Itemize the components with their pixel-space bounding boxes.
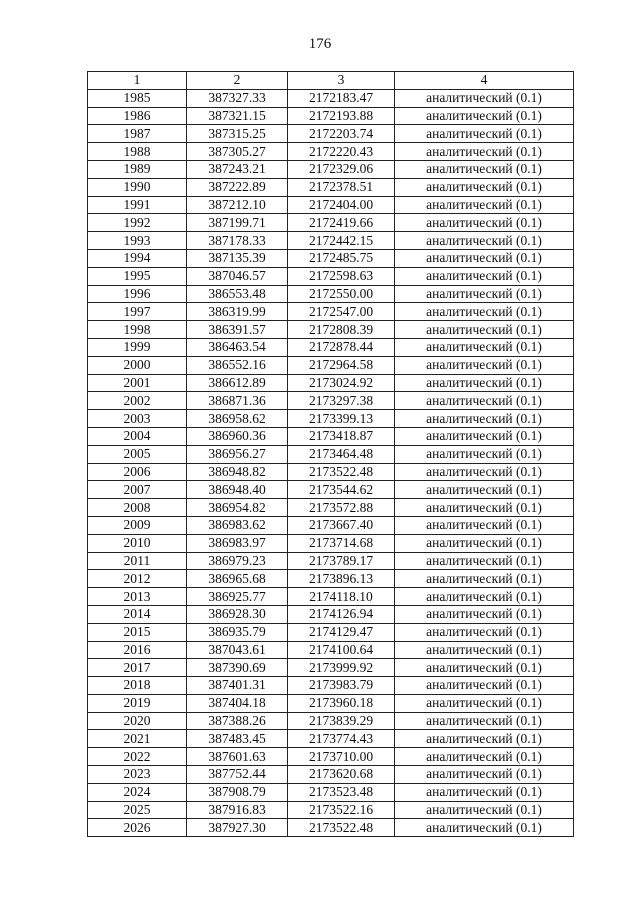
table-row — [88, 748, 574, 766]
table-row — [88, 321, 574, 339]
y-coordinate-cell: 2173297.38 — [288, 392, 395, 410]
y-coordinate-cell: 2173464.48 — [288, 445, 395, 463]
x-coordinate-cell: 387404.18 — [187, 694, 288, 712]
x-coordinate-cell: 387222.89 — [187, 178, 288, 196]
table-header — [88, 72, 574, 90]
point-number-cell: 2026 — [88, 819, 187, 837]
method-cell: аналитический (0.1) — [395, 321, 574, 339]
y-coordinate-cell: 2173544.62 — [288, 481, 395, 499]
header-cell-method: 4 — [395, 72, 574, 90]
method-cell: аналитический (0.1) — [395, 552, 574, 570]
method-cell: аналитический (0.1) — [395, 196, 574, 214]
point-number-cell: 2010 — [88, 534, 187, 552]
table-row — [88, 819, 574, 837]
table-row — [88, 641, 574, 659]
y-coordinate-cell: 2172808.39 — [288, 321, 395, 339]
x-coordinate-cell: 387916.83 — [187, 801, 288, 819]
point-number-cell: 2003 — [88, 410, 187, 428]
table-row — [88, 427, 574, 445]
x-coordinate-cell: 386928.30 — [187, 605, 288, 623]
method-cell: аналитический (0.1) — [395, 534, 574, 552]
y-coordinate-cell: 2173983.79 — [288, 677, 395, 695]
method-cell: аналитический (0.1) — [395, 303, 574, 321]
y-coordinate-cell: 2172442.15 — [288, 232, 395, 250]
point-number-cell: 1989 — [88, 160, 187, 178]
table-row — [88, 249, 574, 267]
method-cell: аналитический (0.1) — [395, 516, 574, 534]
table-row — [88, 552, 574, 570]
table-row — [88, 285, 574, 303]
table-row — [88, 392, 574, 410]
table-row — [88, 107, 574, 125]
method-cell: аналитический (0.1) — [395, 623, 574, 641]
table-row — [88, 214, 574, 232]
point-number-cell: 1996 — [88, 285, 187, 303]
y-coordinate-cell: 2172878.44 — [288, 338, 395, 356]
y-coordinate-cell: 2172378.51 — [288, 178, 395, 196]
x-coordinate-cell: 386935.79 — [187, 623, 288, 641]
header-cell-y: 3 — [288, 72, 395, 90]
x-coordinate-cell: 387752.44 — [187, 766, 288, 784]
x-coordinate-cell: 387043.61 — [187, 641, 288, 659]
y-coordinate-cell: 2173710.00 — [288, 748, 395, 766]
point-number-cell: 1990 — [88, 178, 187, 196]
method-cell: аналитический (0.1) — [395, 410, 574, 428]
x-coordinate-cell: 386391.57 — [187, 321, 288, 339]
y-coordinate-cell: 2172550.00 — [288, 285, 395, 303]
x-coordinate-cell: 386956.27 — [187, 445, 288, 463]
point-number-cell: 2008 — [88, 499, 187, 517]
x-coordinate-cell: 386948.40 — [187, 481, 288, 499]
header-cell-point-number: 1 — [88, 72, 187, 90]
method-cell: аналитический (0.1) — [395, 160, 574, 178]
table-row — [88, 783, 574, 801]
table-row — [88, 196, 574, 214]
point-number-cell: 2002 — [88, 392, 187, 410]
method-cell: аналитический (0.1) — [395, 374, 574, 392]
x-coordinate-cell: 387483.45 — [187, 730, 288, 748]
method-cell: аналитический (0.1) — [395, 214, 574, 232]
method-cell: аналитический (0.1) — [395, 232, 574, 250]
point-number-cell: 1991 — [88, 196, 187, 214]
point-number-cell: 2014 — [88, 605, 187, 623]
method-cell: аналитический (0.1) — [395, 285, 574, 303]
x-coordinate-cell: 386871.36 — [187, 392, 288, 410]
method-cell: аналитический (0.1) — [395, 605, 574, 623]
table-row — [88, 659, 574, 677]
table-row — [88, 267, 574, 285]
table-row — [88, 677, 574, 695]
x-coordinate-cell: 387927.30 — [187, 819, 288, 837]
point-number-cell: 2022 — [88, 748, 187, 766]
x-coordinate-cell: 386958.62 — [187, 410, 288, 428]
y-coordinate-cell: 2174118.10 — [288, 588, 395, 606]
point-number-cell: 1992 — [88, 214, 187, 232]
point-number-cell: 2007 — [88, 481, 187, 499]
method-cell: аналитический (0.1) — [395, 107, 574, 125]
x-coordinate-cell: 386948.82 — [187, 463, 288, 481]
point-number-cell: 2001 — [88, 374, 187, 392]
page-number: 176 — [308, 36, 332, 52]
method-cell: аналитический (0.1) — [395, 499, 574, 517]
y-coordinate-cell: 2173523.48 — [288, 783, 395, 801]
method-cell: аналитический (0.1) — [395, 125, 574, 143]
header-row — [88, 72, 574, 90]
x-coordinate-cell: 386965.68 — [187, 570, 288, 588]
y-coordinate-cell: 2172964.58 — [288, 356, 395, 374]
y-coordinate-cell: 2173839.29 — [288, 712, 395, 730]
point-number-cell: 2017 — [88, 659, 187, 677]
y-coordinate-cell: 2172404.00 — [288, 196, 395, 214]
method-cell: аналитический (0.1) — [395, 748, 574, 766]
y-coordinate-cell: 2173522.16 — [288, 801, 395, 819]
table-row — [88, 801, 574, 819]
table-row — [88, 570, 574, 588]
point-number-cell: 2012 — [88, 570, 187, 588]
method-cell: аналитический (0.1) — [395, 588, 574, 606]
x-coordinate-cell: 387135.39 — [187, 249, 288, 267]
y-coordinate-cell: 2172183.47 — [288, 89, 395, 107]
x-coordinate-cell: 386612.89 — [187, 374, 288, 392]
method-cell: аналитический (0.1) — [395, 143, 574, 161]
table-row — [88, 534, 574, 552]
point-number-cell: 2024 — [88, 783, 187, 801]
table-row — [88, 516, 574, 534]
table-row — [88, 143, 574, 161]
x-coordinate-cell: 386553.48 — [187, 285, 288, 303]
x-coordinate-cell: 387199.71 — [187, 214, 288, 232]
point-number-cell: 2011 — [88, 552, 187, 570]
y-coordinate-cell: 2173572.88 — [288, 499, 395, 517]
method-cell: аналитический (0.1) — [395, 783, 574, 801]
method-cell: аналитический (0.1) — [395, 819, 574, 837]
method-cell: аналитический (0.1) — [395, 730, 574, 748]
x-coordinate-cell: 387315.25 — [187, 125, 288, 143]
point-number-cell: 1999 — [88, 338, 187, 356]
method-cell: аналитический (0.1) — [395, 659, 574, 677]
y-coordinate-cell: 2173522.48 — [288, 463, 395, 481]
x-coordinate-cell: 387178.33 — [187, 232, 288, 250]
method-cell: аналитический (0.1) — [395, 481, 574, 499]
point-number-cell: 2023 — [88, 766, 187, 784]
x-coordinate-cell: 387212.10 — [187, 196, 288, 214]
x-coordinate-cell: 387321.15 — [187, 107, 288, 125]
table-row — [88, 160, 574, 178]
method-cell: аналитический (0.1) — [395, 249, 574, 267]
method-cell: аналитический (0.1) — [395, 392, 574, 410]
point-number-cell: 1985 — [88, 89, 187, 107]
table-row — [88, 605, 574, 623]
y-coordinate-cell: 2173960.18 — [288, 694, 395, 712]
point-number-cell: 1993 — [88, 232, 187, 250]
table-row — [88, 694, 574, 712]
table-row — [88, 712, 574, 730]
point-number-cell: 1997 — [88, 303, 187, 321]
y-coordinate-cell: 2173714.68 — [288, 534, 395, 552]
x-coordinate-cell: 387601.63 — [187, 748, 288, 766]
point-number-cell: 2016 — [88, 641, 187, 659]
x-coordinate-cell: 387305.27 — [187, 143, 288, 161]
point-number-cell: 2015 — [88, 623, 187, 641]
y-coordinate-cell: 2173522.48 — [288, 819, 395, 837]
table-row — [88, 89, 574, 107]
point-number-cell: 2019 — [88, 694, 187, 712]
table-row — [88, 410, 574, 428]
point-number-cell: 2006 — [88, 463, 187, 481]
table-body — [88, 89, 574, 836]
x-coordinate-cell: 386983.97 — [187, 534, 288, 552]
method-cell: аналитический (0.1) — [395, 267, 574, 285]
y-coordinate-cell: 2172485.75 — [288, 249, 395, 267]
point-number-cell: 2013 — [88, 588, 187, 606]
method-cell: аналитический (0.1) — [395, 445, 574, 463]
method-cell: аналитический (0.1) — [395, 694, 574, 712]
y-coordinate-cell: 2172220.43 — [288, 143, 395, 161]
point-number-cell: 2018 — [88, 677, 187, 695]
point-number-cell: 1995 — [88, 267, 187, 285]
point-number-cell: 2004 — [88, 427, 187, 445]
table-row — [88, 463, 574, 481]
x-coordinate-cell: 386319.99 — [187, 303, 288, 321]
table-row — [88, 499, 574, 517]
point-number-cell: 1988 — [88, 143, 187, 161]
y-coordinate-cell: 2172203.74 — [288, 125, 395, 143]
y-coordinate-cell: 2173999.92 — [288, 659, 395, 677]
y-coordinate-cell: 2173418.87 — [288, 427, 395, 445]
point-number-cell: 2009 — [88, 516, 187, 534]
y-coordinate-cell: 2172419.66 — [288, 214, 395, 232]
method-cell: аналитический (0.1) — [395, 712, 574, 730]
table-row — [88, 338, 574, 356]
y-coordinate-cell: 2173774.43 — [288, 730, 395, 748]
method-cell: аналитический (0.1) — [395, 570, 574, 588]
method-cell: аналитический (0.1) — [395, 641, 574, 659]
table-row — [88, 445, 574, 463]
method-cell: аналитический (0.1) — [395, 801, 574, 819]
point-number-cell: 1986 — [88, 107, 187, 125]
header-cell-x: 2 — [187, 72, 288, 90]
method-cell: аналитический (0.1) — [395, 338, 574, 356]
y-coordinate-cell: 2173789.17 — [288, 552, 395, 570]
point-number-cell: 2025 — [88, 801, 187, 819]
x-coordinate-cell: 386960.36 — [187, 427, 288, 445]
y-coordinate-cell: 2173024.92 — [288, 374, 395, 392]
point-number-cell: 2000 — [88, 356, 187, 374]
y-coordinate-cell: 2172329.06 — [288, 160, 395, 178]
x-coordinate-cell: 387908.79 — [187, 783, 288, 801]
y-coordinate-cell: 2172193.88 — [288, 107, 395, 125]
method-cell: аналитический (0.1) — [395, 427, 574, 445]
table-row — [88, 766, 574, 784]
point-number-cell: 1998 — [88, 321, 187, 339]
x-coordinate-cell: 387390.69 — [187, 659, 288, 677]
x-coordinate-cell: 386552.16 — [187, 356, 288, 374]
x-coordinate-cell: 386925.77 — [187, 588, 288, 606]
table-row — [88, 481, 574, 499]
table-row — [88, 374, 574, 392]
table-row — [88, 623, 574, 641]
y-coordinate-cell: 2173620.68 — [288, 766, 395, 784]
y-coordinate-cell: 2173399.13 — [288, 410, 395, 428]
method-cell: аналитический (0.1) — [395, 356, 574, 374]
x-coordinate-cell: 386463.54 — [187, 338, 288, 356]
y-coordinate-cell: 2174129.47 — [288, 623, 395, 641]
table-row — [88, 356, 574, 374]
method-cell: аналитический (0.1) — [395, 677, 574, 695]
table-row — [88, 303, 574, 321]
point-number-cell: 1994 — [88, 249, 187, 267]
x-coordinate-cell: 386954.82 — [187, 499, 288, 517]
method-cell: аналитический (0.1) — [395, 89, 574, 107]
x-coordinate-cell: 387401.31 — [187, 677, 288, 695]
method-cell: аналитический (0.1) — [395, 178, 574, 196]
x-coordinate-cell: 386983.62 — [187, 516, 288, 534]
x-coordinate-cell: 387388.26 — [187, 712, 288, 730]
x-coordinate-cell: 387046.57 — [187, 267, 288, 285]
y-coordinate-cell: 2174126.94 — [288, 605, 395, 623]
y-coordinate-cell: 2172598.63 — [288, 267, 395, 285]
coordinates-table — [87, 71, 574, 837]
y-coordinate-cell: 2173896.13 — [288, 570, 395, 588]
table-row — [88, 588, 574, 606]
y-coordinate-cell: 2174100.64 — [288, 641, 395, 659]
point-number-cell: 2020 — [88, 712, 187, 730]
point-number-cell: 2021 — [88, 730, 187, 748]
x-coordinate-cell: 386979.23 — [187, 552, 288, 570]
table-row — [88, 730, 574, 748]
point-number-cell: 2005 — [88, 445, 187, 463]
x-coordinate-cell: 387327.33 — [187, 89, 288, 107]
table-row — [88, 232, 574, 250]
y-coordinate-cell: 2172547.00 — [288, 303, 395, 321]
method-cell: аналитический (0.1) — [395, 766, 574, 784]
table-row — [88, 178, 574, 196]
x-coordinate-cell: 387243.21 — [187, 160, 288, 178]
point-number-cell: 1987 — [88, 125, 187, 143]
y-coordinate-cell: 2173667.40 — [288, 516, 395, 534]
table-row — [88, 125, 574, 143]
method-cell: аналитический (0.1) — [395, 463, 574, 481]
